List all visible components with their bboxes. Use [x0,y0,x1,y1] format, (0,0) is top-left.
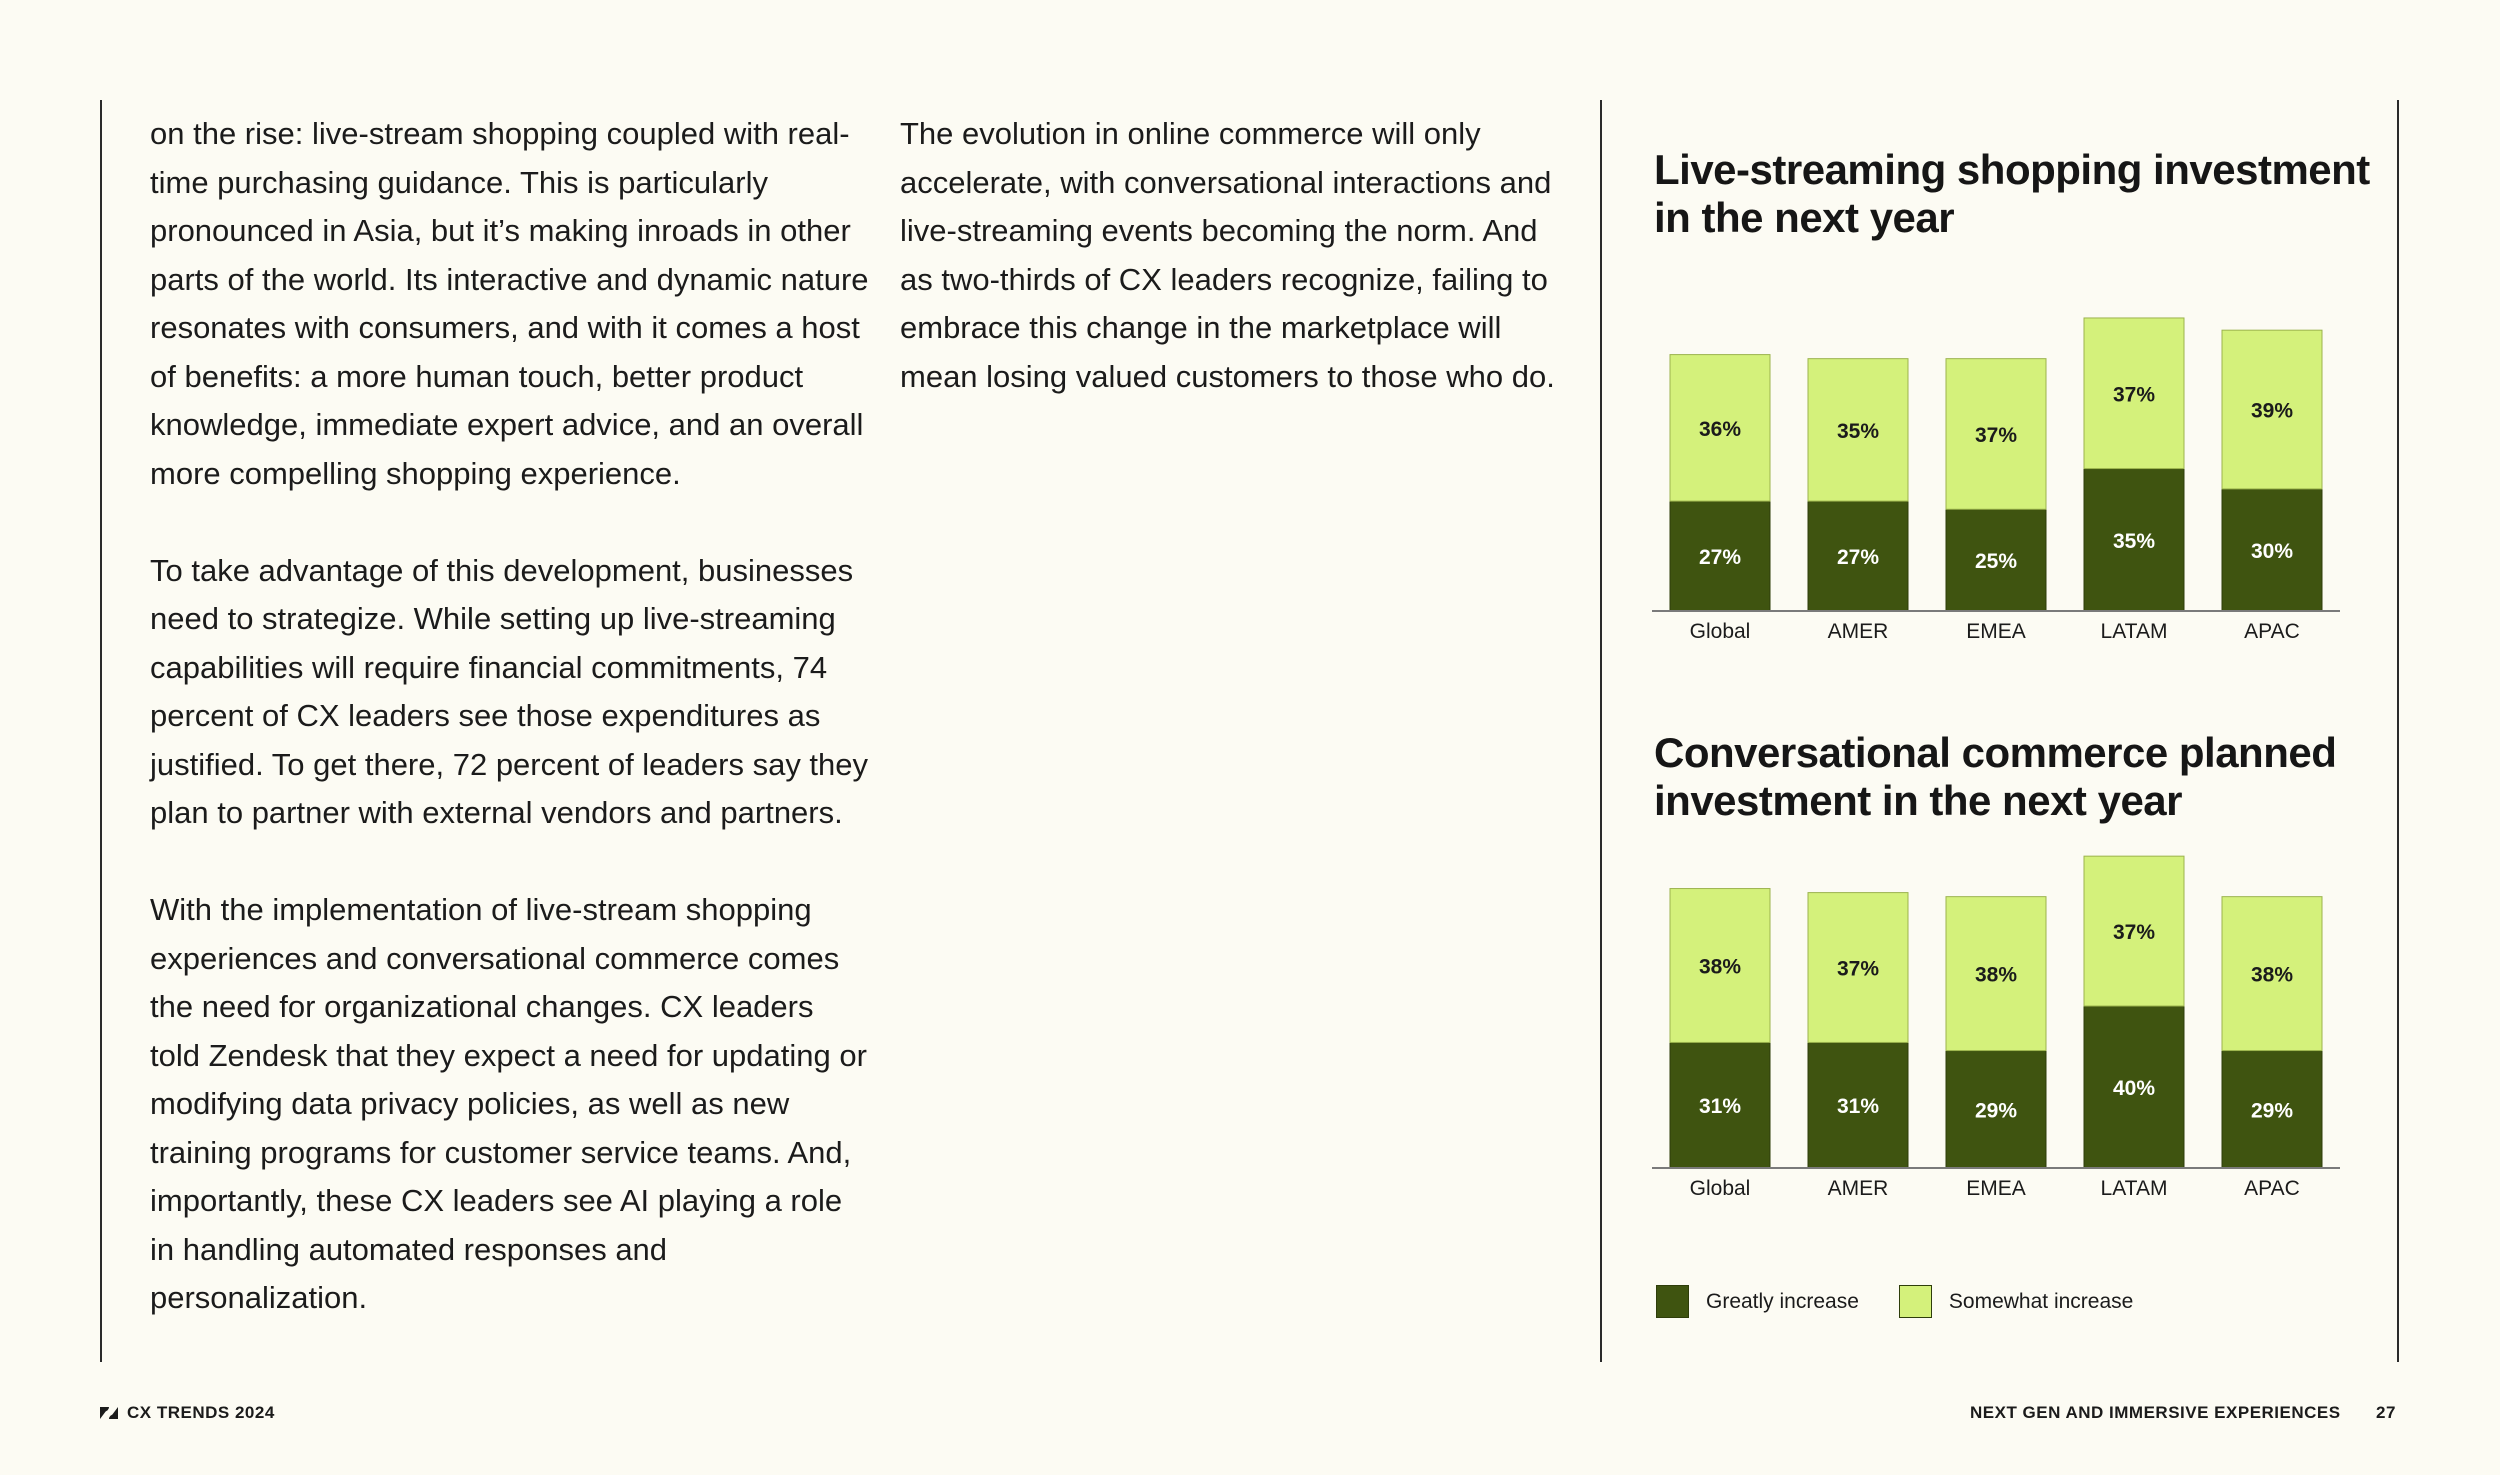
data-label-somewhat: 37% [2112,383,2156,407]
chart-live-streaming [1640,300,2340,660]
category-label: AMER [1827,1177,1889,1200]
chart-conversational-commerce [1640,840,2340,1220]
category-label: APAC [2244,620,2300,643]
category-label: APAC [2244,1177,2300,1200]
category-label: LATAM [2100,620,2168,643]
data-label-somewhat: 38% [1974,963,2018,987]
body-text-column-2 [900,110,1560,450]
data-label-greatly: 40% [2112,1077,2156,1100]
paragraph: on the rise: live-stream shopping coupled with real-time purchasing guidance. This is particularly pronounced in Asia, but it’s making inroads in other parts of the world. Its interactive and dynamic nature resonates with consumers, and with it comes a host of benefits: a more human touch, better product knowledge, immediate expert advice, and an overall more compelling shopping experience. [150,116,869,491]
data-label-somewhat: 37% [2112,921,2156,945]
legend-label-greatly: Greatly increase [1706,1289,1859,1313]
data-label-greatly: 27% [1836,546,1880,570]
data-label-greatly: 25% [1974,550,2018,574]
data-label-greatly: 31% [1836,1095,1880,1119]
paragraph: With the implementation of live-stream shopping experiences and conversational commerce comes the need for organizational changes. CX leaders told Zendesk that they expect a need for updating or modifying data privacy policies, as well as new training programs for customer service teams. And, importantly, these CX leaders see AI playing a role in handling automated responses and personalization. [150,892,867,1315]
legend-item-somewhat [1899,1285,2133,1318]
legend-swatch-somewhat [1899,1285,1932,1318]
category-label: Global [1689,1177,1751,1200]
data-label-somewhat: 37% [1974,423,2018,447]
chart-title-live-streaming: Live-streaming shopping investment in the next year [1654,146,2370,241]
paragraph: The evolution in online commerce will only accelerate, with conversational interactions and live-streaming events becoming the norm. And as two-thirds of CX leaders recognize, failing to embrace this change in the marketplace will mean losing valued customers to those who do. [900,116,1555,394]
zendesk-logo-icon [100,1404,118,1422]
category-label: EMEA [1966,620,2026,643]
footer-report-title: CX TRENDS 2024 [127,1403,275,1422]
footer-section-title: NEXT GEN AND IMMERSIVE EXPERIENCES [1970,1403,2341,1422]
data-label-greatly: 35% [2112,529,2156,553]
data-label-somewhat: 37% [1836,957,1880,981]
category-label: EMEA [1966,1177,2026,1200]
legend-item-greatly [1656,1285,1859,1318]
data-label-somewhat: 36% [1698,417,1742,441]
column-divider-middle [1600,100,1602,1362]
data-label-somewhat: 38% [1698,955,1742,979]
data-label-greatly: 30% [2250,539,2294,563]
category-label: LATAM [2100,1177,2168,1200]
legend-label-somewhat: Somewhat increase [1948,1289,2134,1313]
chart-legend [1656,1285,2173,1318]
footer-brand [100,1403,275,1423]
page-number: 27 [2376,1403,2396,1422]
category-label: Global [1689,620,1751,643]
legend-swatch-greatly [1656,1285,1689,1318]
paragraph: To take advantage of this development, businesses need to strategize. While setting up live-streaming capabilities will require financial commitments, 74 percent of CX leaders see those expenditures as justified. To get there, 72 percent of leaders say they plan to partner with external vendors and partners. [150,552,869,830]
data-label-somewhat: 35% [1836,419,1880,443]
column-divider-right [2397,100,2399,1362]
data-label-greatly: 31% [1698,1095,1742,1119]
data-label-somewhat: 39% [2250,399,2294,423]
data-label-somewhat: 38% [2250,963,2294,987]
category-label: AMER [1827,620,1889,643]
chart-title-conversational-commerce: Conversational commerce planned investment in the next year [1654,729,2337,824]
column-divider-left [100,100,102,1362]
data-label-greatly: 29% [2250,1099,2294,1123]
data-label-greatly: 27% [1698,546,1742,570]
data-label-greatly: 29% [1974,1099,2018,1123]
body-text-column-1 [150,110,870,1371]
